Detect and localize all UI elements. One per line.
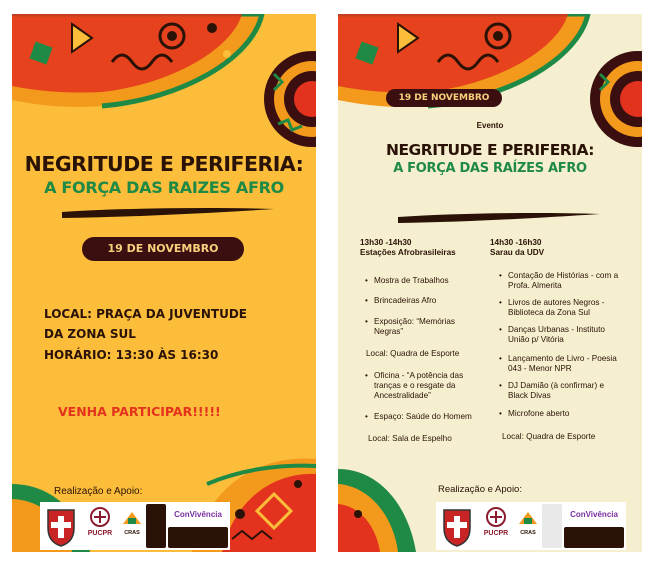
cras-logo [120, 504, 144, 548]
event-label: Evento [476, 121, 504, 130]
date-badge: 19 DE NOVEMBRO [386, 89, 502, 107]
support-label: Realização e Apoio: [54, 486, 143, 497]
col2-item: • Danças Urbanas - Instituto União p/ Vitória [508, 325, 626, 345]
partner-logo [542, 504, 562, 548]
col2-item: • Lançamento de Livro - Poesia 043 - Menor NPR [508, 354, 626, 374]
convivencia-logo: ConVivência [168, 504, 228, 526]
event-subtitle: A FORÇA DAS RAIZES AFRO [44, 178, 284, 197]
location-label: LOCAL: PRAÇA DA JUVENTUDE [44, 307, 247, 321]
schedule-label: HORÁRIO: 13:30 ÀS 16:30 [44, 348, 219, 362]
event-subtitle: A FORÇA DAS RAÍZES AFRO [393, 161, 587, 176]
support-label: Realização e Apoio: [438, 484, 522, 495]
col1-location: Local: Quadra de Esporte [366, 349, 460, 358]
cras-logo [516, 504, 540, 548]
col1-item: • Espaço: Saúde do Homem [374, 412, 492, 422]
pucpr-text: PUCPR [87, 530, 113, 537]
poster-right [338, 14, 642, 552]
cras-text: CRAS [124, 530, 140, 536]
col1-location: Local: Sala de Espelho [368, 434, 452, 443]
date-badge: 19 DE NOVEMBRO [82, 237, 244, 261]
col1-item: • Brincadeiras Afro [374, 296, 484, 306]
col1-item: • Exposição: “Memórias Negras” [374, 317, 466, 337]
col2-item: • Contação de Histórias - com a Profa. Almerita [508, 271, 626, 291]
city-crest-logo [42, 504, 80, 548]
col1-heading: Estações Afrobrasileiras [360, 248, 456, 257]
col1-item: • Mostra de Trabalhos [374, 276, 484, 286]
pucpr-text: PUCPR [483, 530, 509, 537]
col2-item: • Livros de autores Negros - Biblioteca da Zona Sul [508, 298, 626, 318]
pucpr-logo [478, 504, 514, 548]
afro-pattern-decoration [12, 14, 316, 552]
call-to-action: VENHA PARTICIPAR!!!!! [58, 404, 221, 419]
partner-logo-dark [146, 504, 166, 548]
partner-logo-strip [564, 527, 624, 548]
col2-time: 14h30 -16h30 [490, 238, 542, 247]
partner-logo-strip [168, 527, 228, 548]
poster-left [12, 14, 316, 552]
location-label-line2: DA ZONA SUL [44, 327, 136, 341]
col2-item: • DJ Damião (à confirmar) e Black Divas [508, 381, 626, 401]
event-title: NEGRITUDE E PERIFERIA: [24, 152, 304, 176]
col2-heading: Sarau da UDV [490, 248, 545, 257]
col2-item: • Microfone aberto [508, 409, 626, 419]
convivencia-logo: ConVivência [564, 504, 624, 526]
city-crest-logo [438, 504, 476, 548]
col1-time: 13h30 -14h30 [360, 238, 412, 247]
col1-item: • Oficina - “A potência das tranças e o resgate da Ancestralidade” [374, 371, 492, 401]
pucpr-logo [82, 504, 118, 548]
col2-location: Local: Quadra de Esporte [502, 432, 596, 441]
event-title: NEGRITUDE E PERIFERIA: [386, 141, 594, 159]
cras-text: CRAS [520, 530, 536, 536]
